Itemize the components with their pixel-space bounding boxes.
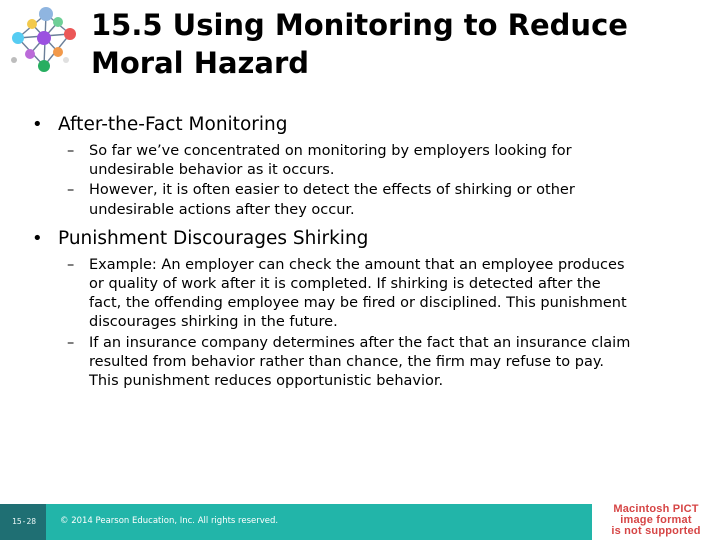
bullet-dot: • xyxy=(32,227,43,249)
sub-bullet-line: discourages shirking in the future. xyxy=(89,314,338,331)
bullet-text: After-the-Fact Monitoring xyxy=(58,114,288,135)
placeholder-text: is not supported xyxy=(611,525,701,537)
sub-bullet-dash: – xyxy=(67,334,75,351)
molecule-network-icon xyxy=(4,2,84,78)
unsupported-image-placeholder xyxy=(592,504,720,540)
sub-bullet-line: If an insurance company determines after the fact that an insurance claim xyxy=(89,334,631,351)
sub-bullet-line: or quality of work after it is completed. If shirking is detected after the xyxy=(89,276,601,293)
sub-bullet-dash: – xyxy=(67,182,75,199)
sub-bullet-line: resulted from behavior rather than chance, the firm may refuse to pay. xyxy=(89,353,604,370)
sub-bullet-line: undesirable behavior as it occurs. xyxy=(89,162,335,179)
sub-bullet-list xyxy=(67,142,699,220)
sub-bullet-dash: – xyxy=(67,143,75,159)
slide-number: 15-28 xyxy=(12,517,37,526)
sub-bullet xyxy=(67,181,699,219)
placeholder-text: Macintosh PICT xyxy=(613,504,699,515)
bullet-point xyxy=(32,226,698,252)
sub-bullet-dash: – xyxy=(67,256,75,273)
bullet-point xyxy=(32,112,698,138)
slide-body xyxy=(0,112,720,392)
sub-bullet-line: undesirable actions after they occur. xyxy=(89,201,355,218)
sub-bullet-list xyxy=(67,256,699,391)
footer-bar xyxy=(0,504,592,540)
sub-bullet xyxy=(67,142,699,180)
sub-bullet xyxy=(67,256,699,333)
slide-title-line: 15.5 Using Monitoring to Reduce xyxy=(91,8,628,42)
bullet-dot: • xyxy=(32,114,43,135)
sub-bullet xyxy=(67,334,699,392)
copyright-text: © 2014 Pearson Education, Inc. All rights reserved. xyxy=(60,516,279,526)
slide-title-line: Moral Hazard xyxy=(91,46,310,80)
sub-bullet-line: Example: An employer can check the amount that an employee produces xyxy=(89,256,625,273)
placeholder-text: image format xyxy=(620,514,692,526)
sub-bullet-line: However, it is often easier to detect the effects of shirking or other xyxy=(89,182,575,199)
footer-slide-number-box xyxy=(0,504,46,540)
sub-bullet-line: So far we’ve concentrated on monitoring by employers looking for xyxy=(89,143,572,159)
bullet-text: Punishment Discourages Shirking xyxy=(58,227,369,249)
sub-bullet-line: This punishment reduces opportunistic behavior. xyxy=(89,373,444,390)
sub-bullet-line: fact, the offending employee may be fired or disciplined. This punishment xyxy=(89,295,627,312)
slide-title xyxy=(91,6,711,82)
